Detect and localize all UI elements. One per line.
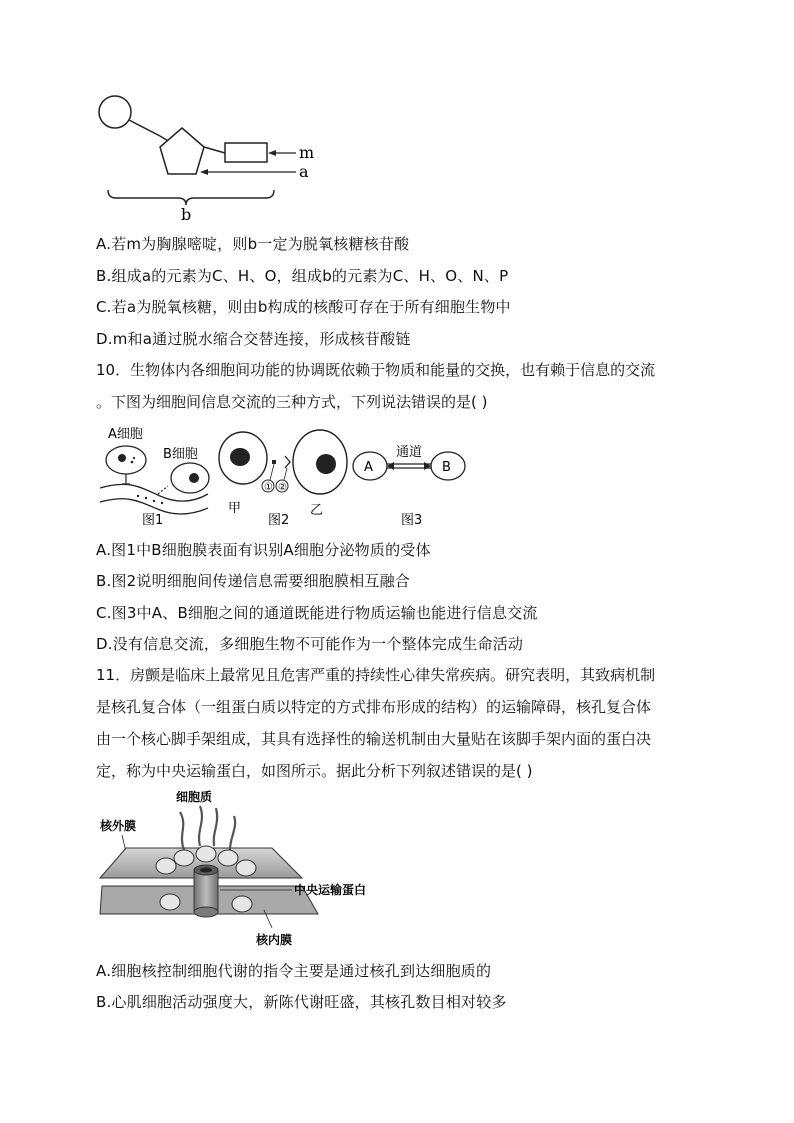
cell-a-granule <box>131 461 134 464</box>
arrow-m-head <box>268 150 276 156</box>
marker-1: ① <box>264 482 273 493</box>
phosphate-bond <box>129 120 160 136</box>
q10-option-b: B.图2说明细胞间传递信息需要细胞膜相互融合 <box>96 572 411 590</box>
q11-stem-line-2: 是核孔复合体（一组蛋白质以特定的方式排布形成的结构）的运输障碍，核孔复合体 <box>96 698 652 716</box>
central-tube <box>194 870 218 912</box>
q10-option-a: A.图1中B细胞膜表面有识别A细胞分泌物质的受体 <box>96 541 431 559</box>
receptor <box>285 456 290 468</box>
channel-arrow-left <box>387 462 394 470</box>
q10-figure <box>98 422 478 532</box>
q11-stem-line-3: 由一个核心脚手架组成，其具有选择性的输送机制由大量贴在该脚手架内面的蛋白决 <box>96 730 652 748</box>
cell-a-label: A细胞 <box>108 427 143 442</box>
bracket-b <box>108 190 274 205</box>
q9-option-c: C.若a为脱氧核糖，则由b构成的核酸可存在于所有细胞生物中 <box>96 298 511 316</box>
label-jia: 甲 <box>228 501 242 516</box>
pore-bead-6 <box>160 894 180 910</box>
marker-2-line <box>284 468 287 480</box>
fig2-label: 图2 <box>268 513 290 528</box>
inner-membrane-label: 核内膜 <box>256 933 293 947</box>
node-b-label: B <box>442 460 451 475</box>
filament-2 <box>199 806 202 846</box>
channel-arrow-right <box>424 462 431 470</box>
signal-dot-4 <box>161 502 163 504</box>
marker-1-line <box>270 464 274 480</box>
pore-bead-2 <box>174 850 194 866</box>
signal-dot-3 <box>153 500 155 502</box>
central-protein-label: 中央运输蛋白 <box>294 883 367 897</box>
q11-option-a: A.细胞核控制细胞代谢的指令主要是通过核孔到达细胞质的 <box>96 962 492 980</box>
label-b: b <box>181 205 192 224</box>
pentose-ring <box>160 128 204 174</box>
phosphate-circle <box>99 96 131 128</box>
cell-jia-nucleus <box>230 448 250 466</box>
signal-arrow <box>158 486 168 494</box>
outer-membrane-label: 核外膜 <box>100 819 137 833</box>
marker-2: ② <box>278 482 287 493</box>
central-tube-bottom <box>194 907 218 917</box>
base-rect <box>225 143 267 162</box>
pore-bead <box>156 858 176 874</box>
fig1-label: 图1 <box>142 513 164 528</box>
cell-b-nucleus <box>189 473 199 483</box>
q10-option-c: C.图3中A、B细胞之间的通道既能进行物质运输也能进行信息交流 <box>96 604 538 622</box>
base-bond <box>204 147 225 153</box>
channel-label: 通道 <box>396 445 423 460</box>
q9-option-b: B.组成a的元素为C、H、O，组成b的元素为C、H、O、N、P <box>96 267 509 285</box>
cytoplasm-label: 细胞质 <box>176 790 213 804</box>
pore-bead-3 <box>196 846 216 862</box>
arrow-a-head <box>200 169 208 175</box>
cell-a-nucleus <box>118 454 126 462</box>
pore-bead-7 <box>232 896 252 912</box>
q10-stem <box>96 354 696 418</box>
cell-yi-nucleus <box>316 454 336 474</box>
label-yi: 乙 <box>310 503 324 518</box>
secretion-path <box>122 474 130 484</box>
nucleotide-figure <box>94 92 334 224</box>
q9-option-a: A.若m为胸腺嘧啶，则b一定为脱氧核糖核苷酸 <box>96 235 410 253</box>
signal-molecule <box>272 460 276 464</box>
node-a-label: A <box>364 460 373 475</box>
nuclear-pore-figure <box>96 786 386 952</box>
q11-stem-line-1: 11．房颤是临床上最常见且危害严重的持续性心律失常疾病。研究表明，其致病机制 <box>96 666 656 684</box>
signal-dot-2 <box>145 497 147 499</box>
cell-b-label: B细胞 <box>163 447 198 462</box>
pore-bead-4 <box>218 850 238 866</box>
pore-bead-5 <box>236 860 256 876</box>
filament-4 <box>230 816 235 850</box>
central-tube-hole <box>200 868 212 873</box>
q11-stem-line-4: 定，称为中央运输蛋白，如图所示。据此分析下列叙述错误的是( ) <box>96 762 533 780</box>
label-a: a <box>299 162 309 181</box>
q11-option-b: B.心肌细胞活动强度大，新陈代谢旺盛，其核孔数目相对较多 <box>96 993 507 1011</box>
q10-option-d: D.没有信息交流，多细胞生物不可能作为一个整体完成生命活动 <box>96 635 524 653</box>
signal-dot <box>137 495 139 497</box>
q10-stem-line-2: 。下图为细胞间信息交流的三种方式，下列说法错误的是( ) <box>96 393 488 411</box>
cell-a <box>106 446 146 474</box>
q11-stem <box>96 659 696 787</box>
fig3-label: 图3 <box>401 513 423 528</box>
cell-a-granule-2 <box>133 457 135 459</box>
filament-1 <box>180 812 184 850</box>
filament-3 <box>214 808 217 846</box>
label-m: m <box>299 143 315 162</box>
q9-option-d: D.m和a通过脱水缩合交替连接，形成核苷酸链 <box>96 330 411 348</box>
q10-stem-line-1: 10．生物体内各细胞间功能的协调既依赖于物质和能量的交换，也有赖于信息的交流 <box>96 361 656 379</box>
